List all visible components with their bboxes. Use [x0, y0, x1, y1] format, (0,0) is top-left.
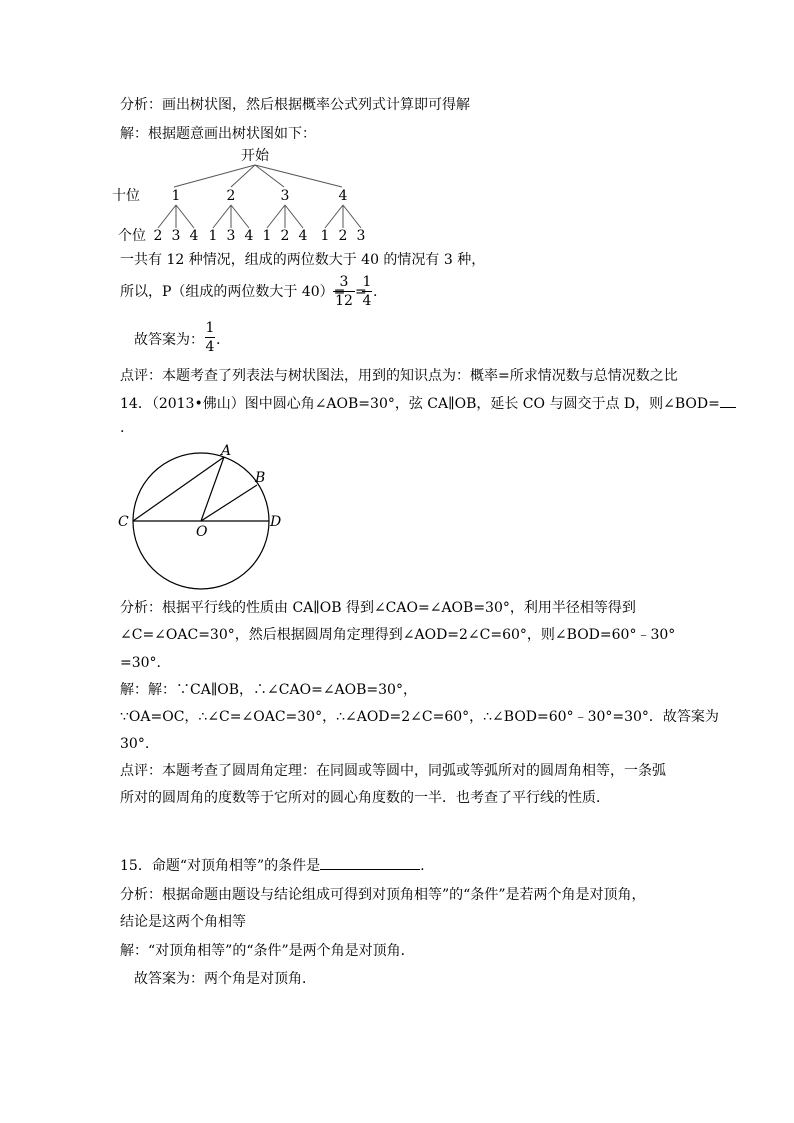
q14-question-line2: . — [120, 420, 125, 436]
q14-analysis-line3: =30°. — [120, 655, 161, 671]
q13-solution-intro: 解：根据题意画出树状图如下： — [120, 126, 316, 142]
q14-question-text: 14．（2013•佛山）图中圆心角∠AOB=30°，弦 CA∥OB，延长 CO 与圆交于点 D，则∠BOD= — [120, 396, 720, 412]
label-o: O — [196, 524, 208, 540]
q15-question-end: . — [420, 858, 425, 874]
q14-solution-line1: 解：解：∵CA∥OB，∴∠CAO=∠AOB=30°， — [120, 682, 417, 698]
q15-answer: 故答案为：两个角是对顶角． — [134, 971, 316, 987]
fraction-numerator: 1 — [362, 274, 372, 290]
label-b: B — [255, 470, 266, 486]
fraction-denominator: 4 — [205, 339, 215, 355]
ones-digit: 1 — [208, 228, 218, 244]
q13-answer-end: . — [216, 332, 221, 348]
q13-analysis: 分析：画出树状图，然后根据概率公式列式计算即可得解 — [120, 97, 470, 113]
fraction-denominator: 4 — [362, 293, 372, 309]
tree-root: 开始 — [241, 148, 269, 164]
ones-digit: 2 — [338, 228, 348, 244]
tens-digit: 2 — [226, 188, 236, 204]
tree-diagram — [110, 145, 390, 245]
q14-comment-line2: 所对的圆周角的度数等于它所对的圆心角度数的一半．也考查了平行线的性质． — [120, 790, 610, 806]
q14-solution-line2: ∵OA=OC，∴∠C=∠OAC=30°，∴∠AOD=2∠C=60°，∴∠BOD=60°﹣30°=30°．故答案为 — [120, 709, 719, 725]
q13-fraction-2 — [362, 274, 372, 309]
tree-tens-label: 十位 — [112, 188, 140, 204]
q13-equals: = — [355, 284, 367, 300]
label-c: C — [118, 514, 129, 530]
tens-digit: 1 — [171, 188, 181, 204]
ones-digit: 2 — [280, 228, 290, 244]
q14-comment-line1: 点评：本题考查了圆周角定理：在同圆或等圆中，同弧或等弧所对的圆周角相等，一条弧 — [120, 763, 666, 779]
tens-digit: 3 — [280, 188, 290, 204]
ones-digit: 3 — [356, 228, 366, 244]
tens-digit: 4 — [338, 188, 348, 204]
q13-prob-end: . — [373, 284, 378, 300]
ones-digit: 1 — [262, 228, 272, 244]
ones-digit: 4 — [189, 228, 199, 244]
q13-prob-prefix: 所以，P（组成的两位数大于 40）= — [120, 284, 346, 300]
q15-solution: 解：“对顶角相等”的“条件”是两个角是对顶角． — [120, 943, 415, 959]
q14-question-line1 — [120, 394, 736, 414]
tree-ones-label: 个位 — [118, 228, 146, 244]
q14-analysis-line2: ∠C=∠OAC=30°，然后根据圆周角定理得到∠AOD=2∠C=60°，则∠BOD=60°﹣30° — [120, 627, 676, 643]
q15-question-text: 15．命题“对顶角相等”的条件是 — [120, 858, 321, 874]
q13-comment: 点评：本题考查了列表法与树状图法，用到的知识点为：概率=所求情况数与总情况数之比 — [120, 368, 678, 384]
fraction-denominator: 12 — [335, 293, 353, 309]
q13-answer-fraction — [205, 320, 215, 355]
q13-count-line: 一共有 12 种情况，组成的两位数大于 40 的情况有 3 种， — [120, 252, 486, 268]
ones-digit: 1 — [320, 228, 330, 244]
label-d: D — [270, 514, 282, 530]
ones-digit: 2 — [153, 228, 163, 244]
q15-question — [120, 856, 425, 876]
q14-solution-line3: 30°. — [120, 736, 150, 752]
ones-digit: 4 — [298, 228, 308, 244]
circle-figure — [110, 440, 290, 595]
q13-answer-prefix: 故答案为： — [134, 332, 204, 348]
q15-analysis-line1: 分析：根据命题由题设与结论组成可得到对顶角相等”的“条件”是若两个角是对顶角， — [120, 887, 646, 903]
q14-analysis-line1: 分析：根据平行线的性质由 CA∥OB 得到∠CAO=∠AOB=30°，利用半径相等得到 — [120, 600, 636, 616]
ones-digit: 4 — [244, 228, 254, 244]
fraction-numerator: 1 — [205, 320, 215, 336]
ones-digit: 3 — [226, 228, 236, 244]
ones-digit: 3 — [171, 228, 181, 244]
answer-blank — [320, 869, 420, 870]
answer-blank — [720, 407, 736, 408]
q15-analysis-line2: 结论是这两个角相等 — [120, 914, 246, 930]
q13-fraction-1 — [333, 274, 355, 309]
label-a: A — [221, 443, 232, 459]
fraction-numerator: 3 — [339, 274, 349, 290]
